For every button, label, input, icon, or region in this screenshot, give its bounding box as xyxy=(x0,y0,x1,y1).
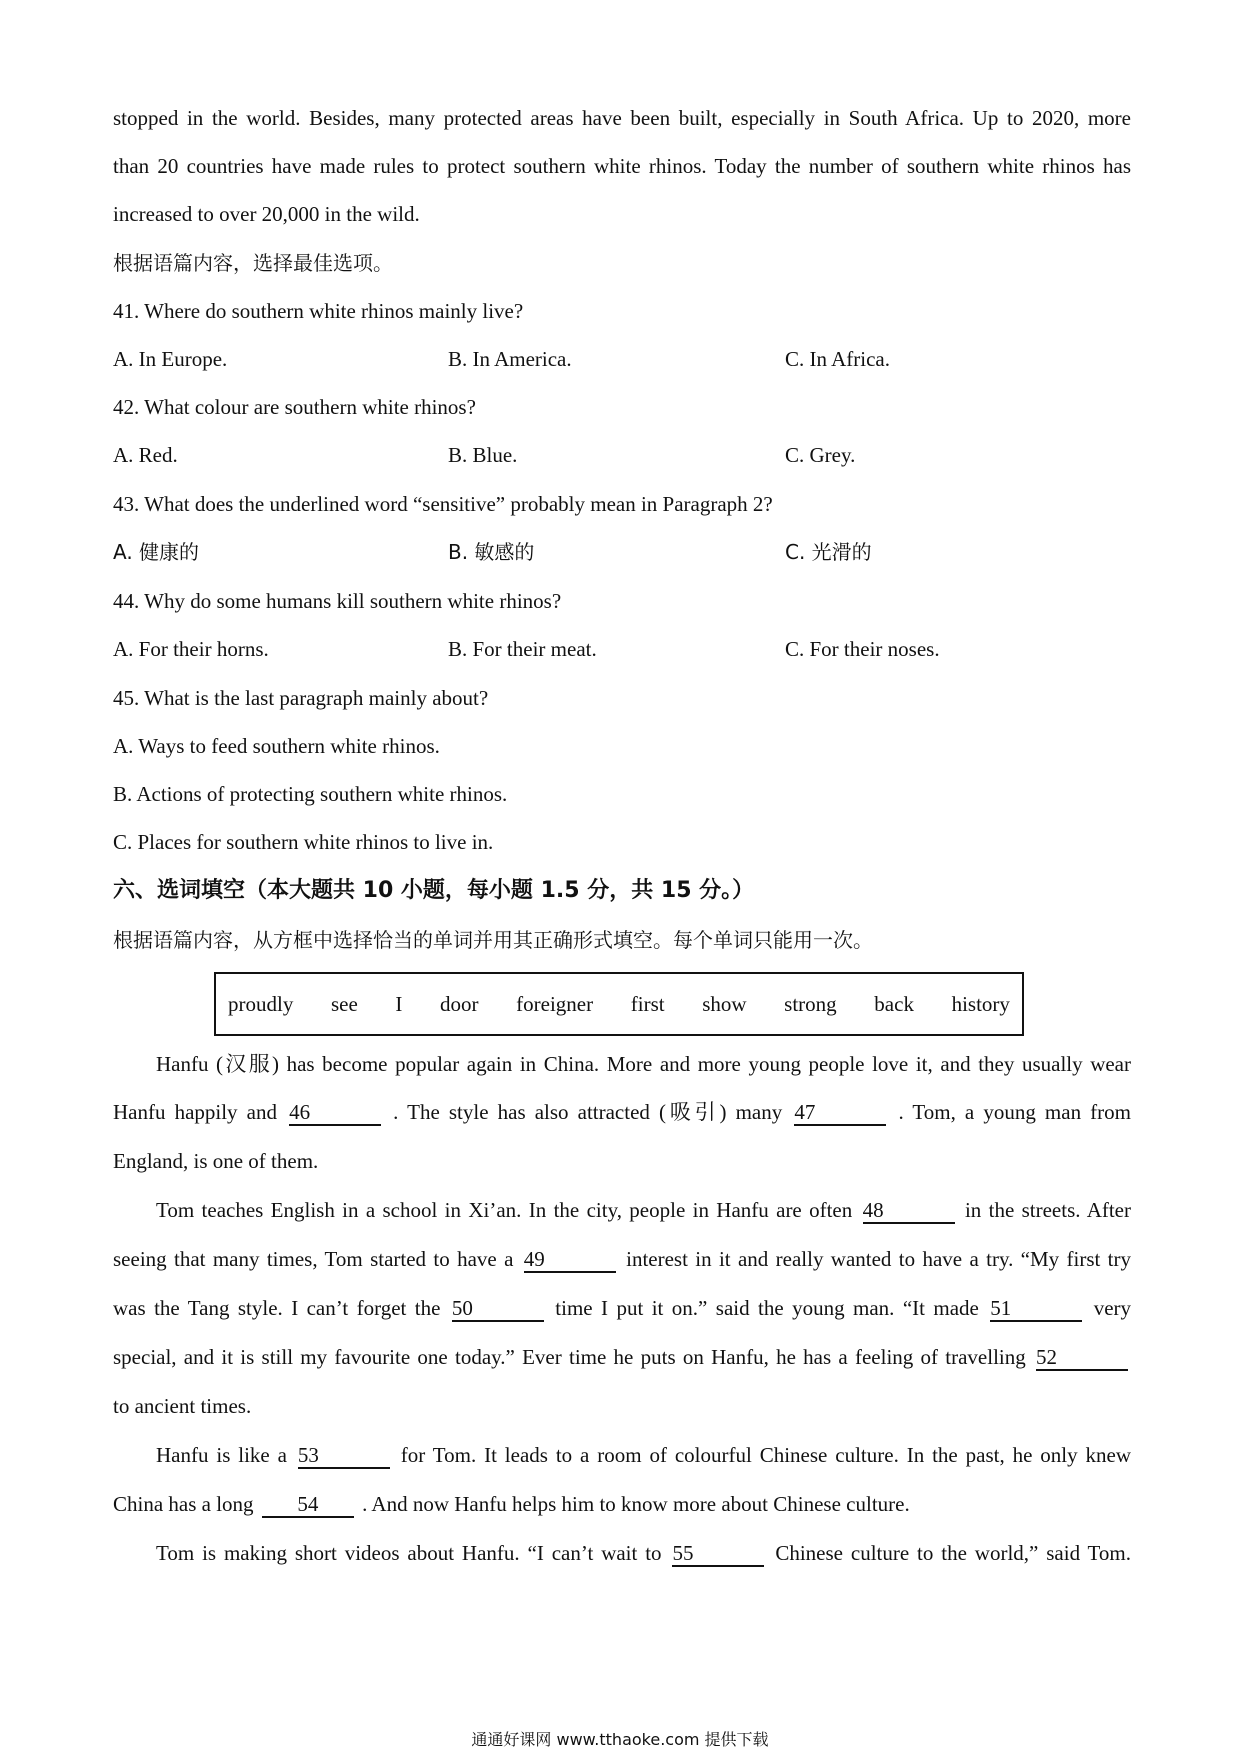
cloze-line xyxy=(113,1293,1131,1323)
word-bank-item: first xyxy=(630,991,665,1016)
word-bank-item: foreigner xyxy=(516,991,594,1016)
option-43-b: B. 敏感的 xyxy=(448,540,535,564)
section-instruction: 根据语篇内容，从方框中选择恰当的单词并用其正确形式填空。每个单词只能用一次。 xyxy=(113,928,873,952)
question-41: 41. Where do southern white rhinos mainly live? xyxy=(113,299,524,323)
word-bank-item: proudly xyxy=(228,991,294,1016)
option-42-c: C. Grey. xyxy=(785,443,856,467)
question-43: 43. What does the underlined word “sensitive” probably mean in Paragraph 2? xyxy=(113,492,773,516)
cloze-text: seeing that many times, Tom started to have a xyxy=(113,1247,514,1271)
cloze-text: time I put it on.” said the young man. “It made xyxy=(555,1296,979,1320)
word-bank-item: I xyxy=(395,991,403,1016)
cloze-line xyxy=(113,1489,1131,1519)
cloze-line xyxy=(113,1244,1131,1274)
blank-52[interactable]: 52 xyxy=(1036,1345,1128,1371)
cloze-text: Tom is making short videos about Hanfu. “I can’t wait to xyxy=(156,1541,662,1565)
cloze-text: . Tom, a young man from xyxy=(898,1100,1132,1124)
question-45: 45. What is the last paragraph mainly about? xyxy=(113,686,489,710)
blank-54[interactable]: 54 xyxy=(262,1492,354,1518)
word-bank-item: strong xyxy=(784,991,837,1016)
blank-47[interactable]: 47 xyxy=(794,1100,886,1126)
cloze-text: special, and it is still my favourite one today.” Ever time he puts on Hanfu, he has a feeling of travelling xyxy=(113,1345,1026,1369)
word-bank-box xyxy=(214,972,1024,1036)
question-44: 44. Why do some humans kill southern white rhinos? xyxy=(113,589,562,613)
option-45-c: C. Places for southern white rhinos to live in. xyxy=(113,830,494,854)
blank-50[interactable]: 50 xyxy=(452,1296,544,1322)
blank-49[interactable]: 49 xyxy=(524,1247,616,1273)
option-42-b: B. Blue. xyxy=(448,443,518,467)
option-42-a: A. Red. xyxy=(113,443,178,467)
cloze-line: to ancient times. xyxy=(113,1394,252,1418)
cloze-text: was the Tang style. I can’t forget the xyxy=(113,1296,441,1320)
option-44-b: B. For their meat. xyxy=(448,637,597,661)
word-bank-item: door xyxy=(440,991,479,1016)
cloze-text: interest in it and really wanted to have a try. “My first try xyxy=(626,1247,1132,1271)
option-45-a: A. Ways to feed southern white rhinos. xyxy=(113,734,440,758)
cloze-text: Tom teaches English in a school in Xi’an. In the city, people in Hanfu are often xyxy=(156,1198,853,1222)
cloze-text: Chinese culture to the world,” said Tom. xyxy=(775,1541,1132,1565)
blank-46[interactable]: 46 xyxy=(289,1100,381,1126)
cloze-text: China has a long xyxy=(113,1492,254,1516)
passage-line: stopped in the world. Besides, many protected areas have been built, especially in South Africa. Up to 2020, more xyxy=(113,106,1131,130)
passage-line: than 20 countries have made rules to protect southern white rhinos. Today the number of southern white rhinos has xyxy=(113,154,1131,178)
cloze-line: England, is one of them. xyxy=(113,1149,319,1173)
cloze-line: Hanfu (汉服) has become popular again in China. More and more young people love it, and they usually wear xyxy=(156,1052,1131,1076)
option-43-c: C. 光滑的 xyxy=(785,540,872,564)
reading-instruction: 根据语篇内容，选择最佳选项。 xyxy=(113,251,393,275)
cloze-line xyxy=(113,1342,1131,1372)
cloze-text: Hanfu is like a xyxy=(156,1443,287,1467)
blank-53[interactable]: 53 xyxy=(298,1443,390,1469)
page-footer: 通通好课网 www.tthaoke.com 提供下载 xyxy=(471,1730,769,1749)
blank-55[interactable]: 55 xyxy=(672,1541,764,1567)
cloze-text: very xyxy=(1093,1296,1132,1320)
option-45-b: B. Actions of protecting southern white rhinos. xyxy=(113,782,508,806)
option-43-a: A. 健康的 xyxy=(113,540,200,564)
option-44-a: A. For their horns. xyxy=(113,637,269,661)
cloze-line xyxy=(113,1195,1131,1225)
cloze-line xyxy=(113,1097,1131,1127)
cloze-text: in the streets. After xyxy=(964,1198,1131,1222)
option-41-b: B. In America. xyxy=(448,347,572,371)
cloze-text: Hanfu happily and xyxy=(113,1100,277,1124)
cloze-text: . The style has also attracted (吸引) many xyxy=(393,1100,783,1124)
cloze-line xyxy=(113,1538,1131,1568)
word-bank-item: show xyxy=(702,991,747,1016)
cloze-text: . And now Hanfu helps him to know more about Chinese culture. xyxy=(362,1492,910,1516)
question-42: 42. What colour are southern white rhinos? xyxy=(113,395,476,419)
blank-48[interactable]: 48 xyxy=(863,1198,955,1224)
option-41-c: C. In Africa. xyxy=(785,347,890,371)
option-44-c: C. For their noses. xyxy=(785,637,940,661)
word-bank-item: history xyxy=(951,991,1010,1016)
cloze-text: for Tom. It leads to a room of colourful Chinese culture. In the past, he only knew xyxy=(400,1443,1132,1467)
cloze-line xyxy=(113,1440,1131,1470)
section-heading: 六、选词填空（本大题共 10 小题，每小题 1.5 分，共 15 分。） xyxy=(113,878,755,903)
option-41-a: A. In Europe. xyxy=(113,347,228,371)
passage-line: increased to over 20,000 in the wild. xyxy=(113,202,420,226)
word-bank-item: back xyxy=(874,991,914,1016)
blank-51[interactable]: 51 xyxy=(990,1296,1082,1322)
word-bank-item: see xyxy=(330,991,358,1016)
